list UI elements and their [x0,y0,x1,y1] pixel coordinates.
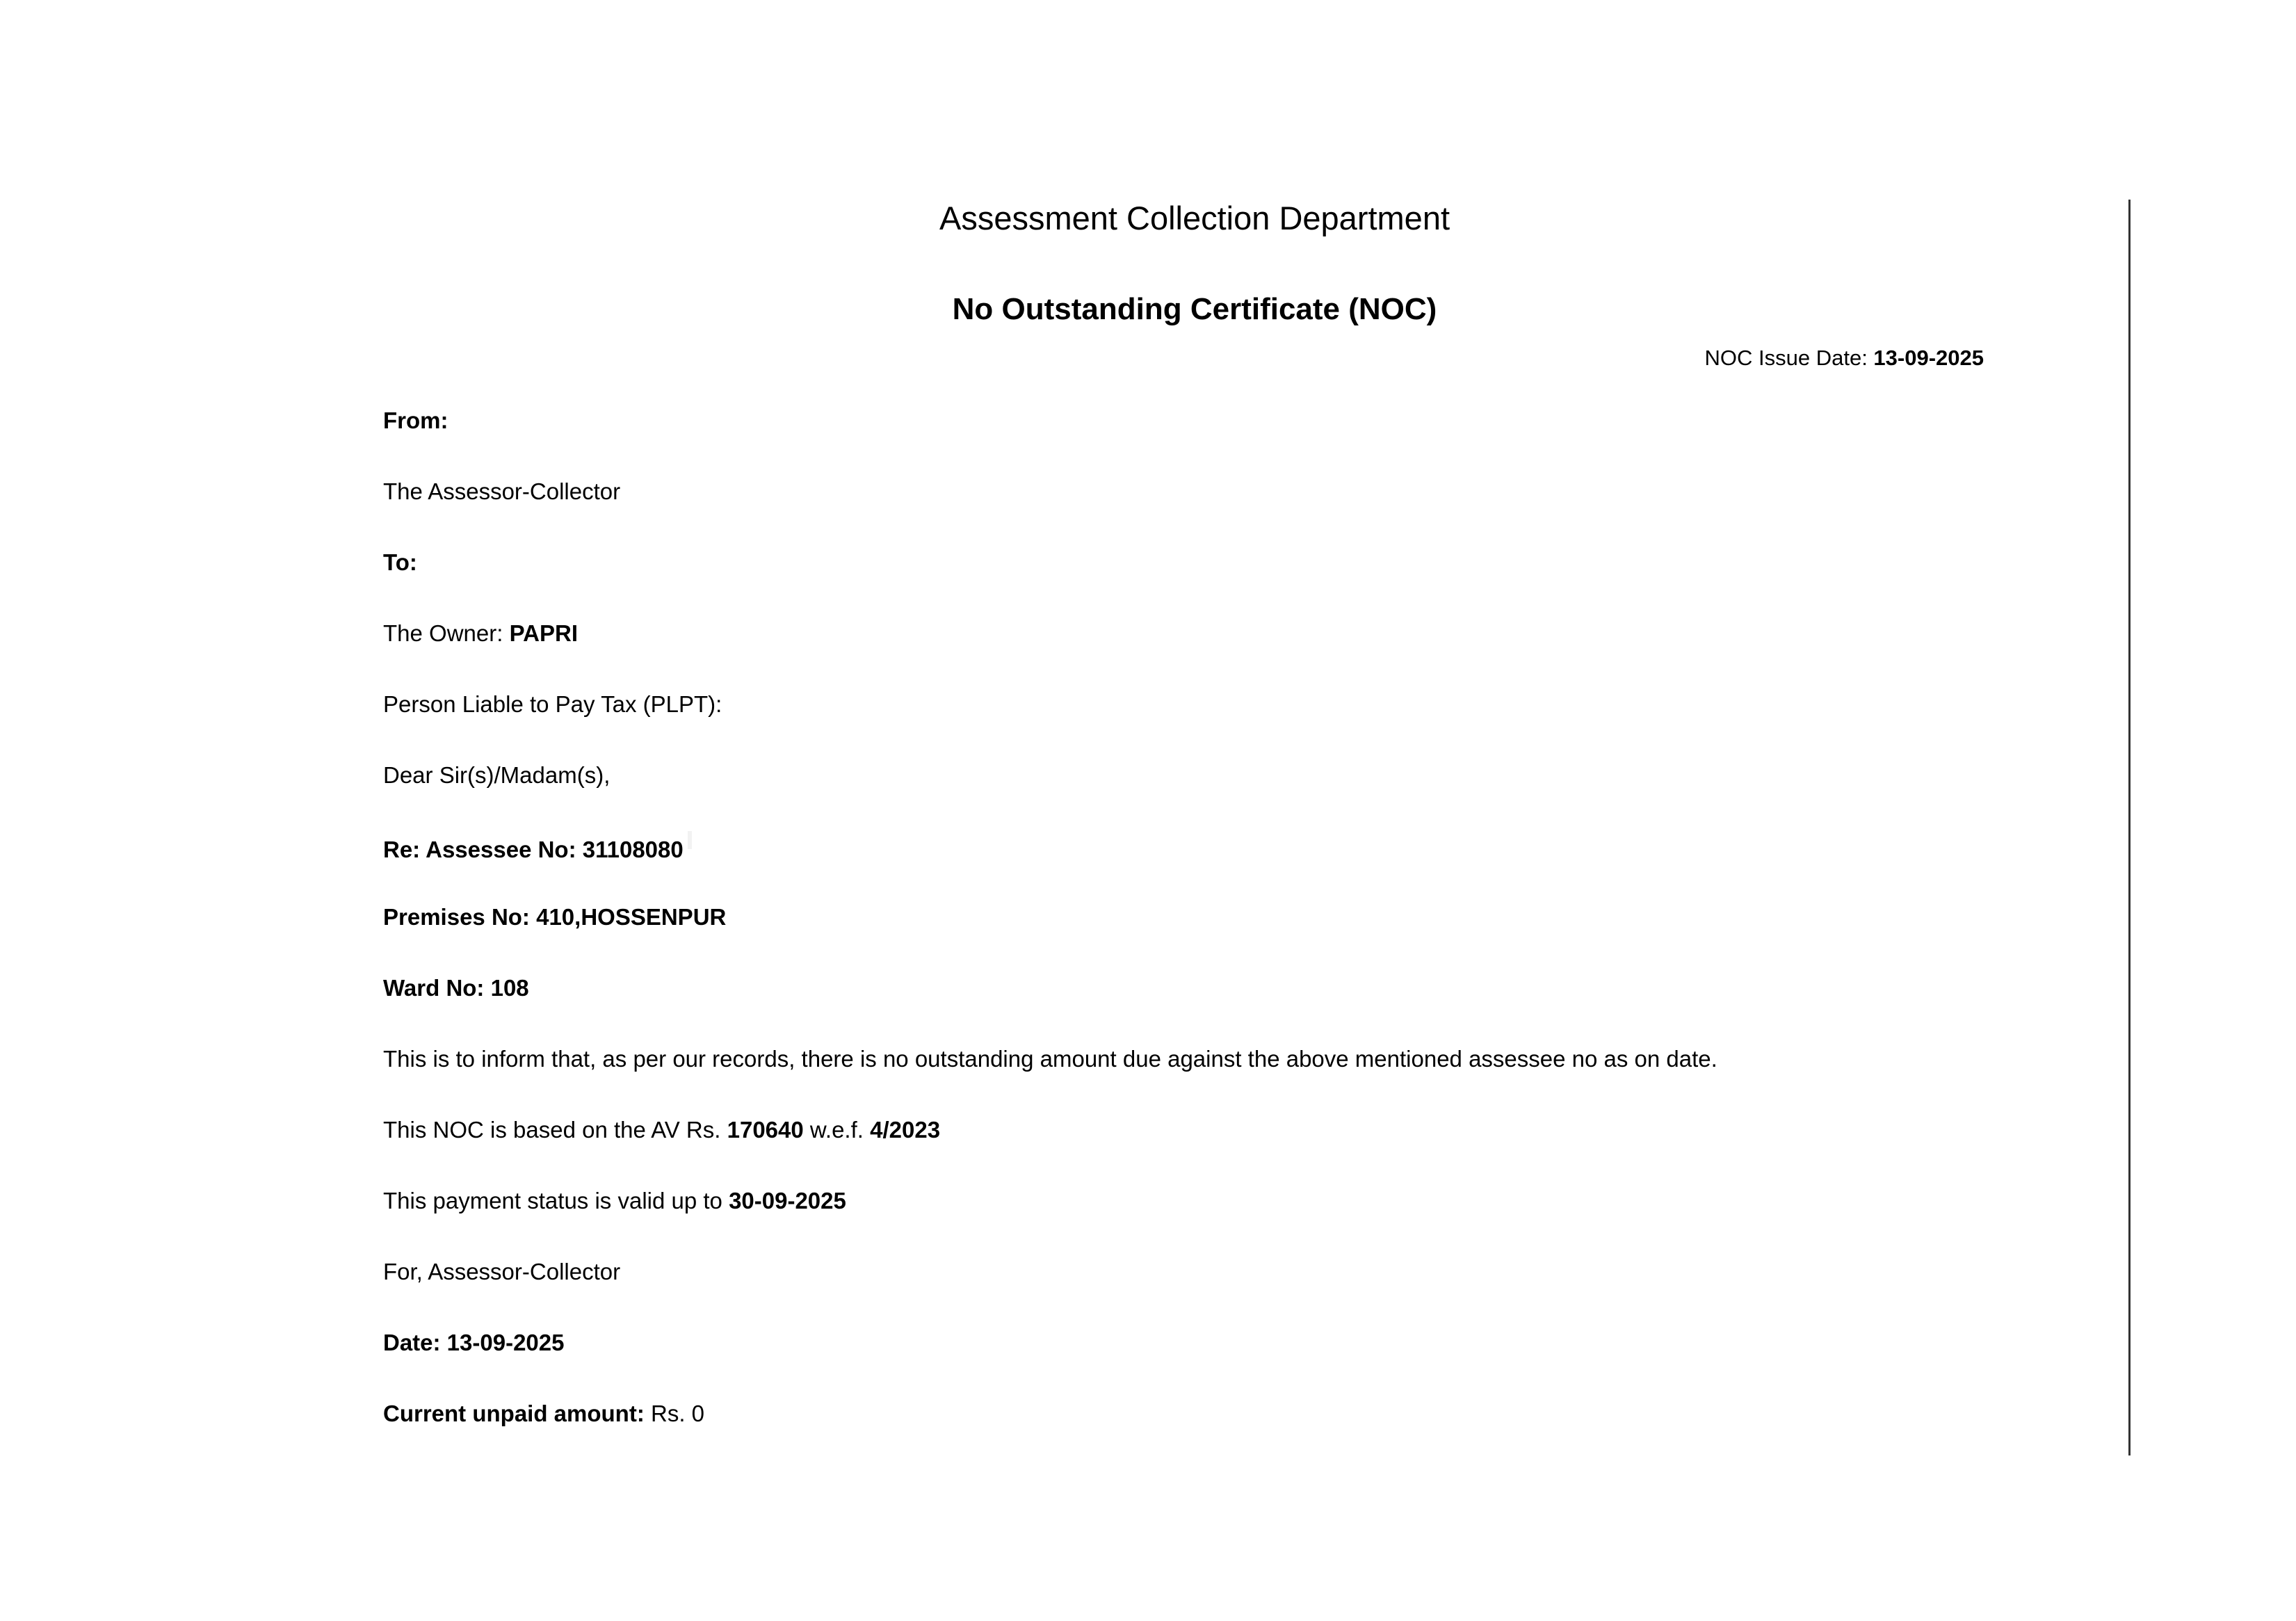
inform-paragraph: This is to inform that, as per our records, there is no outstanding amount due against the above mentioned assessee no as on date. [383,1046,1717,1072]
ward-line: Ward No: 108 [383,975,529,1001]
certificate-title: No Outstanding Certificate (NOC) [952,292,1437,326]
noc-issue-date [1705,344,1984,372]
validity-prefix: This payment status is valid up to [383,1188,729,1213]
av-effective-date: 4/2023 [870,1117,941,1143]
av-prefix: This NOC is based on the AV Rs. [383,1117,727,1143]
issue-date-value: 13-09-2025 [1873,346,1984,370]
from-label: From: [383,408,448,433]
salutation: Dear Sir(s)/Madam(s), [383,762,611,788]
assessee-number: Re: Assessee No: 31108080 [383,837,684,862]
owner-name: PAPRI [509,620,578,646]
plpt-line: Person Liable to Pay Tax (PLPT): [383,691,722,717]
validity-line [383,1186,846,1216]
premises-line: Premises No: 410,HOSSENPUR [383,904,727,930]
owner-label: The Owner: [383,620,510,646]
department-heading: Assessment Collection Department [939,200,1450,236]
av-amount: 170640 [727,1117,804,1143]
assessee-number-line [383,831,692,865]
right-border-line [2128,200,2131,1455]
owner-line [383,618,578,649]
av-line [383,1115,940,1145]
unpaid-amount-label: Current unpaid amount: [383,1401,645,1426]
signoff-line: For, Assessor-Collector [383,1259,621,1284]
unpaid-amount-value: Rs. 0 [644,1401,705,1426]
av-middle: w.e.f. [803,1117,871,1143]
to-label: To: [383,549,417,575]
from-value: The Assessor-Collector [383,478,621,504]
date-line: Date: 13-09-2025 [383,1330,565,1355]
issue-date-label: NOC Issue Date: [1704,346,1874,370]
unpaid-amount-line [383,1398,704,1429]
validity-date: 30-09-2025 [729,1188,846,1213]
faint-mark [688,831,692,849]
